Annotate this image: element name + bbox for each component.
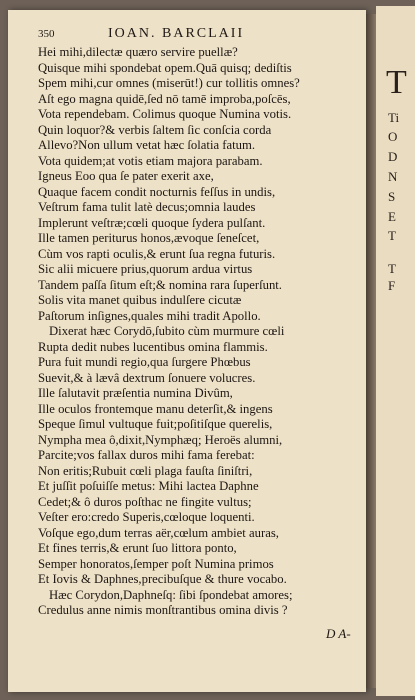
verse-line: Semper honoratos,ſemper poſt Numina primos xyxy=(38,556,274,571)
verse-line: Hei mihi,dilectæ quæro servire puellæ? xyxy=(38,45,238,59)
facing-page-letter: O xyxy=(388,129,398,144)
facing-page-letter: E xyxy=(388,209,396,224)
verse-line: Nympha mea ô,dixit,Nymphæq; Heroës alumni, xyxy=(38,432,283,447)
facing-page-edge xyxy=(376,6,415,696)
verse-line: Quin loquor?& verbis ſaltem ſic conſcia corda xyxy=(38,122,272,137)
book-gutter xyxy=(366,14,376,688)
verse-text xyxy=(38,45,368,619)
catchword: D A- xyxy=(326,626,351,641)
verse-line: Igneus Eoo qua ſe pater exerit axe, xyxy=(38,169,214,183)
verse-line: Et Iovis & Daphnes,precibuſque & thure vocabo. xyxy=(38,572,287,586)
verse-line: Paſtorum inſignes,quales mihi tradit Apollo. xyxy=(38,308,261,323)
verse-line: Voſque ego,dum terras aër,cœlum ambiet auras, xyxy=(38,525,279,540)
verse-line: Non eritis;Rubuit cœli plaga fauſta ſiniſtri, xyxy=(38,463,253,478)
verse-line: Hæc Corydon,Daphneſq: ſibi ſpondebat amores; xyxy=(49,587,293,602)
facing-page-letter: T xyxy=(388,228,396,243)
verse-line: Vota quidem;at votis etiam majora parabam. xyxy=(38,153,263,168)
verse-line: Et juſſit poſuiſſe metus: Mihi lactea Daphne xyxy=(38,479,259,493)
verse-line: Cedet;& ô duros poſthac ne fingite vultus; xyxy=(38,494,252,509)
facing-page-letter: S xyxy=(388,189,396,204)
facing-page-letter: T xyxy=(388,261,396,276)
page-number: 350 xyxy=(38,28,55,40)
facing-page-letter: F xyxy=(388,278,396,293)
facing-page-letter: Ti xyxy=(388,110,400,125)
facing-page-letter: N xyxy=(388,169,398,184)
verse-line: Solis vita manet quibus indulſere cicutæ xyxy=(38,293,242,307)
facing-page-initial: T xyxy=(386,64,407,101)
facing-page-letter: D xyxy=(388,149,398,164)
verse-line: Pura fuit mundi regio,qua ſurgere Phœbus xyxy=(38,355,251,369)
verse-line: Ille tamen periturus honos,ævoque ſeneſcet, xyxy=(38,231,260,245)
verse-line: Veſtrum fama tulit latè decus;omnia laudes xyxy=(38,200,256,214)
verse-line: Credulus anne nimis monſtrantibus omina divis ? xyxy=(38,603,288,617)
verse-line: Speque ſimul vultuque fuit;poſitiſque querelis, xyxy=(38,417,273,431)
verse-line: Et fines terris,& erunt ſuo littora ponto, xyxy=(38,541,237,555)
verse-line: Aſt ego magna quidē,ſed nō tamē improba,poſcēs, xyxy=(38,91,291,106)
verse-line: Cùm vos rapti oculis,& erunt ſua regna futuris. xyxy=(38,246,276,261)
verse-line: Quaque facem condit nocturnis feſſus in undis, xyxy=(38,184,276,199)
verse-line: Veſter ero:credo Superis,cœloque loquenti. xyxy=(38,510,255,524)
verse-line: Ille ſalutavit præſentia numina Divûm, xyxy=(38,386,233,400)
book-page xyxy=(8,10,366,692)
verse-line: Sic alii micuere prius,quorum ardua virtus xyxy=(38,262,253,276)
verse-line: Parcite;vos fallax duros mihi fama ferebat: xyxy=(38,448,255,462)
verse-line: Dixerat hæc Corydō,ſubito cùm murmure cœli xyxy=(49,324,285,338)
verse-line: Spem mihi,cur omnes (miserūt!) cur tollitis omnes? xyxy=(38,76,300,90)
verse-line: Allevo?Non ullum vetat hæc ſolatia fatum. xyxy=(38,138,256,152)
verse-line: Vota rependebam. Colimus quoque Numina votis. xyxy=(38,107,292,121)
running-head: IOAN. BARCLAII xyxy=(108,26,245,41)
verse-line: Tandem paſſa ſitum eſt;& nomina rara ſuperſunt. xyxy=(38,277,282,292)
verse-line: Ille oculos frontemque manu deterſit,& ingens xyxy=(38,401,273,416)
verse-line: Suevit,& à lævâ dextrum ſonuere volucres. xyxy=(38,370,256,385)
page-header xyxy=(38,28,358,44)
verse-line: Quisque mihi spondebat opem.Quā quisq; dediſtis xyxy=(38,60,292,75)
verse-line: Rupta dedit nubes lucentibus omina flammis. xyxy=(38,339,268,354)
verse-line: Implerunt veſtræ;cœli quoque ſydera pulſant. xyxy=(38,215,266,230)
